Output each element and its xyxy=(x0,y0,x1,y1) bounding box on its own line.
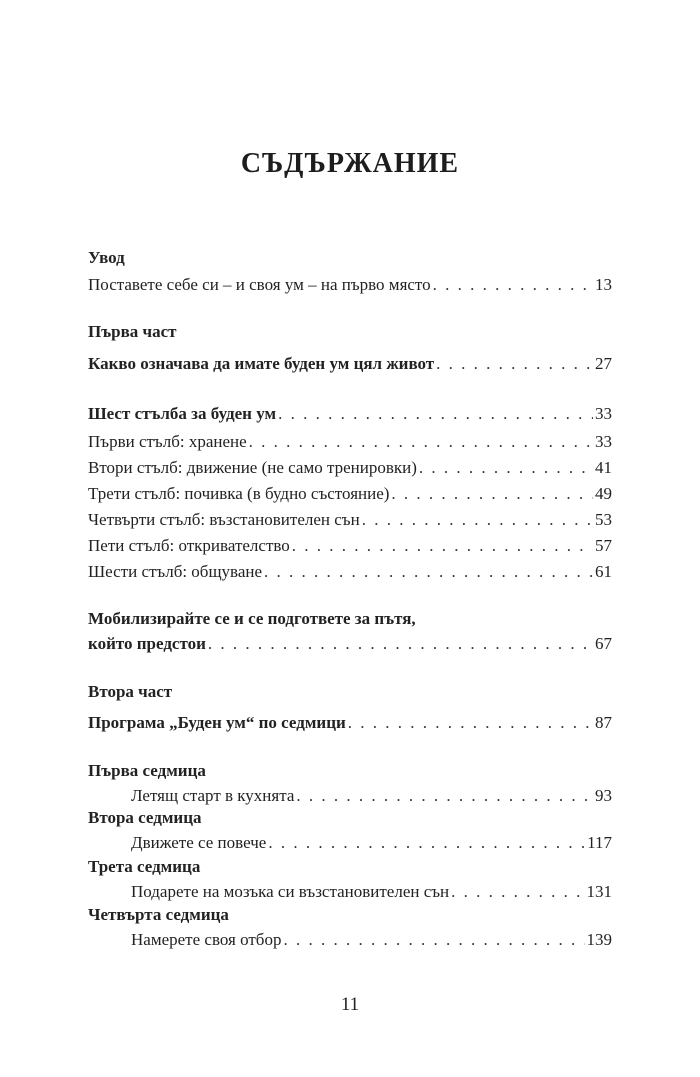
toc-entry-page: 61 xyxy=(595,562,612,581)
toc-entry-pillar-1 xyxy=(88,431,612,453)
toc-entry-text: Намерете своя отбор xyxy=(131,930,282,949)
toc-entry-text: Програма „Буден ум“ по седмици xyxy=(88,713,346,732)
dot-leader xyxy=(451,881,584,903)
week-heading-1: Първа седмица xyxy=(88,761,206,780)
toc-entry-text: Поставете себе си – и своя ум – на първо място xyxy=(88,275,431,294)
toc-entry-page: 27 xyxy=(595,354,612,373)
toc-entry-pillar-3 xyxy=(88,483,612,505)
dot-leader xyxy=(296,785,593,807)
toc-entry-page: 33 xyxy=(595,404,612,423)
week-heading-3: Трета седмица xyxy=(88,857,201,876)
toc-entry-page: 13 xyxy=(595,275,612,294)
toc-entry-page: 139 xyxy=(586,930,612,949)
toc-entry-pillar-5 xyxy=(88,535,612,557)
toc-entry-page: 53 xyxy=(595,510,612,529)
dot-leader xyxy=(278,403,593,425)
toc-entry-page: 93 xyxy=(595,786,612,805)
toc-entry-mobilize xyxy=(88,633,612,655)
toc-entry-text: Пети стълб: откривателство xyxy=(88,536,290,555)
toc-entry-week-1 xyxy=(131,785,612,807)
dot-leader xyxy=(268,832,585,854)
toc-entry-text: Подарете на мозъка си възстановителен сън xyxy=(131,882,450,901)
toc-entry-page: 33 xyxy=(595,432,612,451)
toc-entry-text: Шести стълб: общуване xyxy=(88,562,263,581)
toc-entry-text: Какво означава да имате буден ум цял живот xyxy=(88,354,435,373)
toc-entry-page: 57 xyxy=(595,536,612,555)
dot-leader xyxy=(264,561,593,583)
section-heading-part1: Първа част xyxy=(88,322,177,341)
dot-leader xyxy=(292,535,593,557)
week-heading-4: Четвърта седмица xyxy=(88,905,229,924)
toc-entry-pillar-6 xyxy=(88,561,612,583)
toc-entry-page: 117 xyxy=(587,833,612,852)
toc-entry-text: Движете се повече xyxy=(131,833,267,852)
toc-entry-mobilize-line1: Мобилизирайте се и се подгответе за пътя, xyxy=(88,609,416,628)
toc-entry-page: 49 xyxy=(595,484,612,503)
toc-entry-text: Първи стълб: хранене xyxy=(88,432,247,451)
toc-entry-page: 131 xyxy=(586,882,612,901)
toc-entry-text: Втори стълб: движение (не само тренировки) xyxy=(88,458,417,477)
toc-entry-page: 87 xyxy=(595,713,612,732)
toc-entry-text: Четвърти стълб: възстановителен сън xyxy=(88,510,360,529)
toc-entry-text: Шест стълба за буден ум xyxy=(88,404,277,423)
week-heading-2: Втора седмица xyxy=(88,808,202,827)
toc-entry-week-4 xyxy=(131,929,612,951)
toc-entry-part1 xyxy=(88,353,612,375)
dot-leader xyxy=(419,457,593,479)
dot-leader xyxy=(433,274,593,296)
dot-leader xyxy=(348,712,593,734)
page-title: СЪДЪРЖАНИЕ xyxy=(240,148,460,179)
toc-entry-pillar-4 xyxy=(88,509,612,531)
dot-leader xyxy=(436,353,593,375)
toc-entry-intro xyxy=(88,274,612,296)
dot-leader xyxy=(283,929,584,951)
toc-entry-part2 xyxy=(88,712,612,734)
toc-entry-page: 67 xyxy=(595,634,612,653)
toc-entry-text: Летящ старт в кухнята xyxy=(131,786,295,805)
page-number: 11 xyxy=(340,994,360,1015)
dot-leader xyxy=(362,509,593,531)
toc-entry-pillar-2 xyxy=(88,457,612,479)
section-heading-intro: Увод xyxy=(88,248,125,267)
dot-leader xyxy=(391,483,593,505)
toc-entry-text: Трети стълб: почивка (в будно състояние) xyxy=(88,484,390,503)
toc-entry-page: 41 xyxy=(595,458,612,477)
toc-entry-week-3 xyxy=(131,881,612,903)
dot-leader xyxy=(208,633,593,655)
section-heading-part2: Втора част xyxy=(88,682,173,701)
toc-entry-text: който предстои xyxy=(88,634,206,653)
toc-entry-week-2 xyxy=(131,832,612,854)
dot-leader xyxy=(249,431,593,453)
toc-entry-pillars xyxy=(88,403,612,425)
